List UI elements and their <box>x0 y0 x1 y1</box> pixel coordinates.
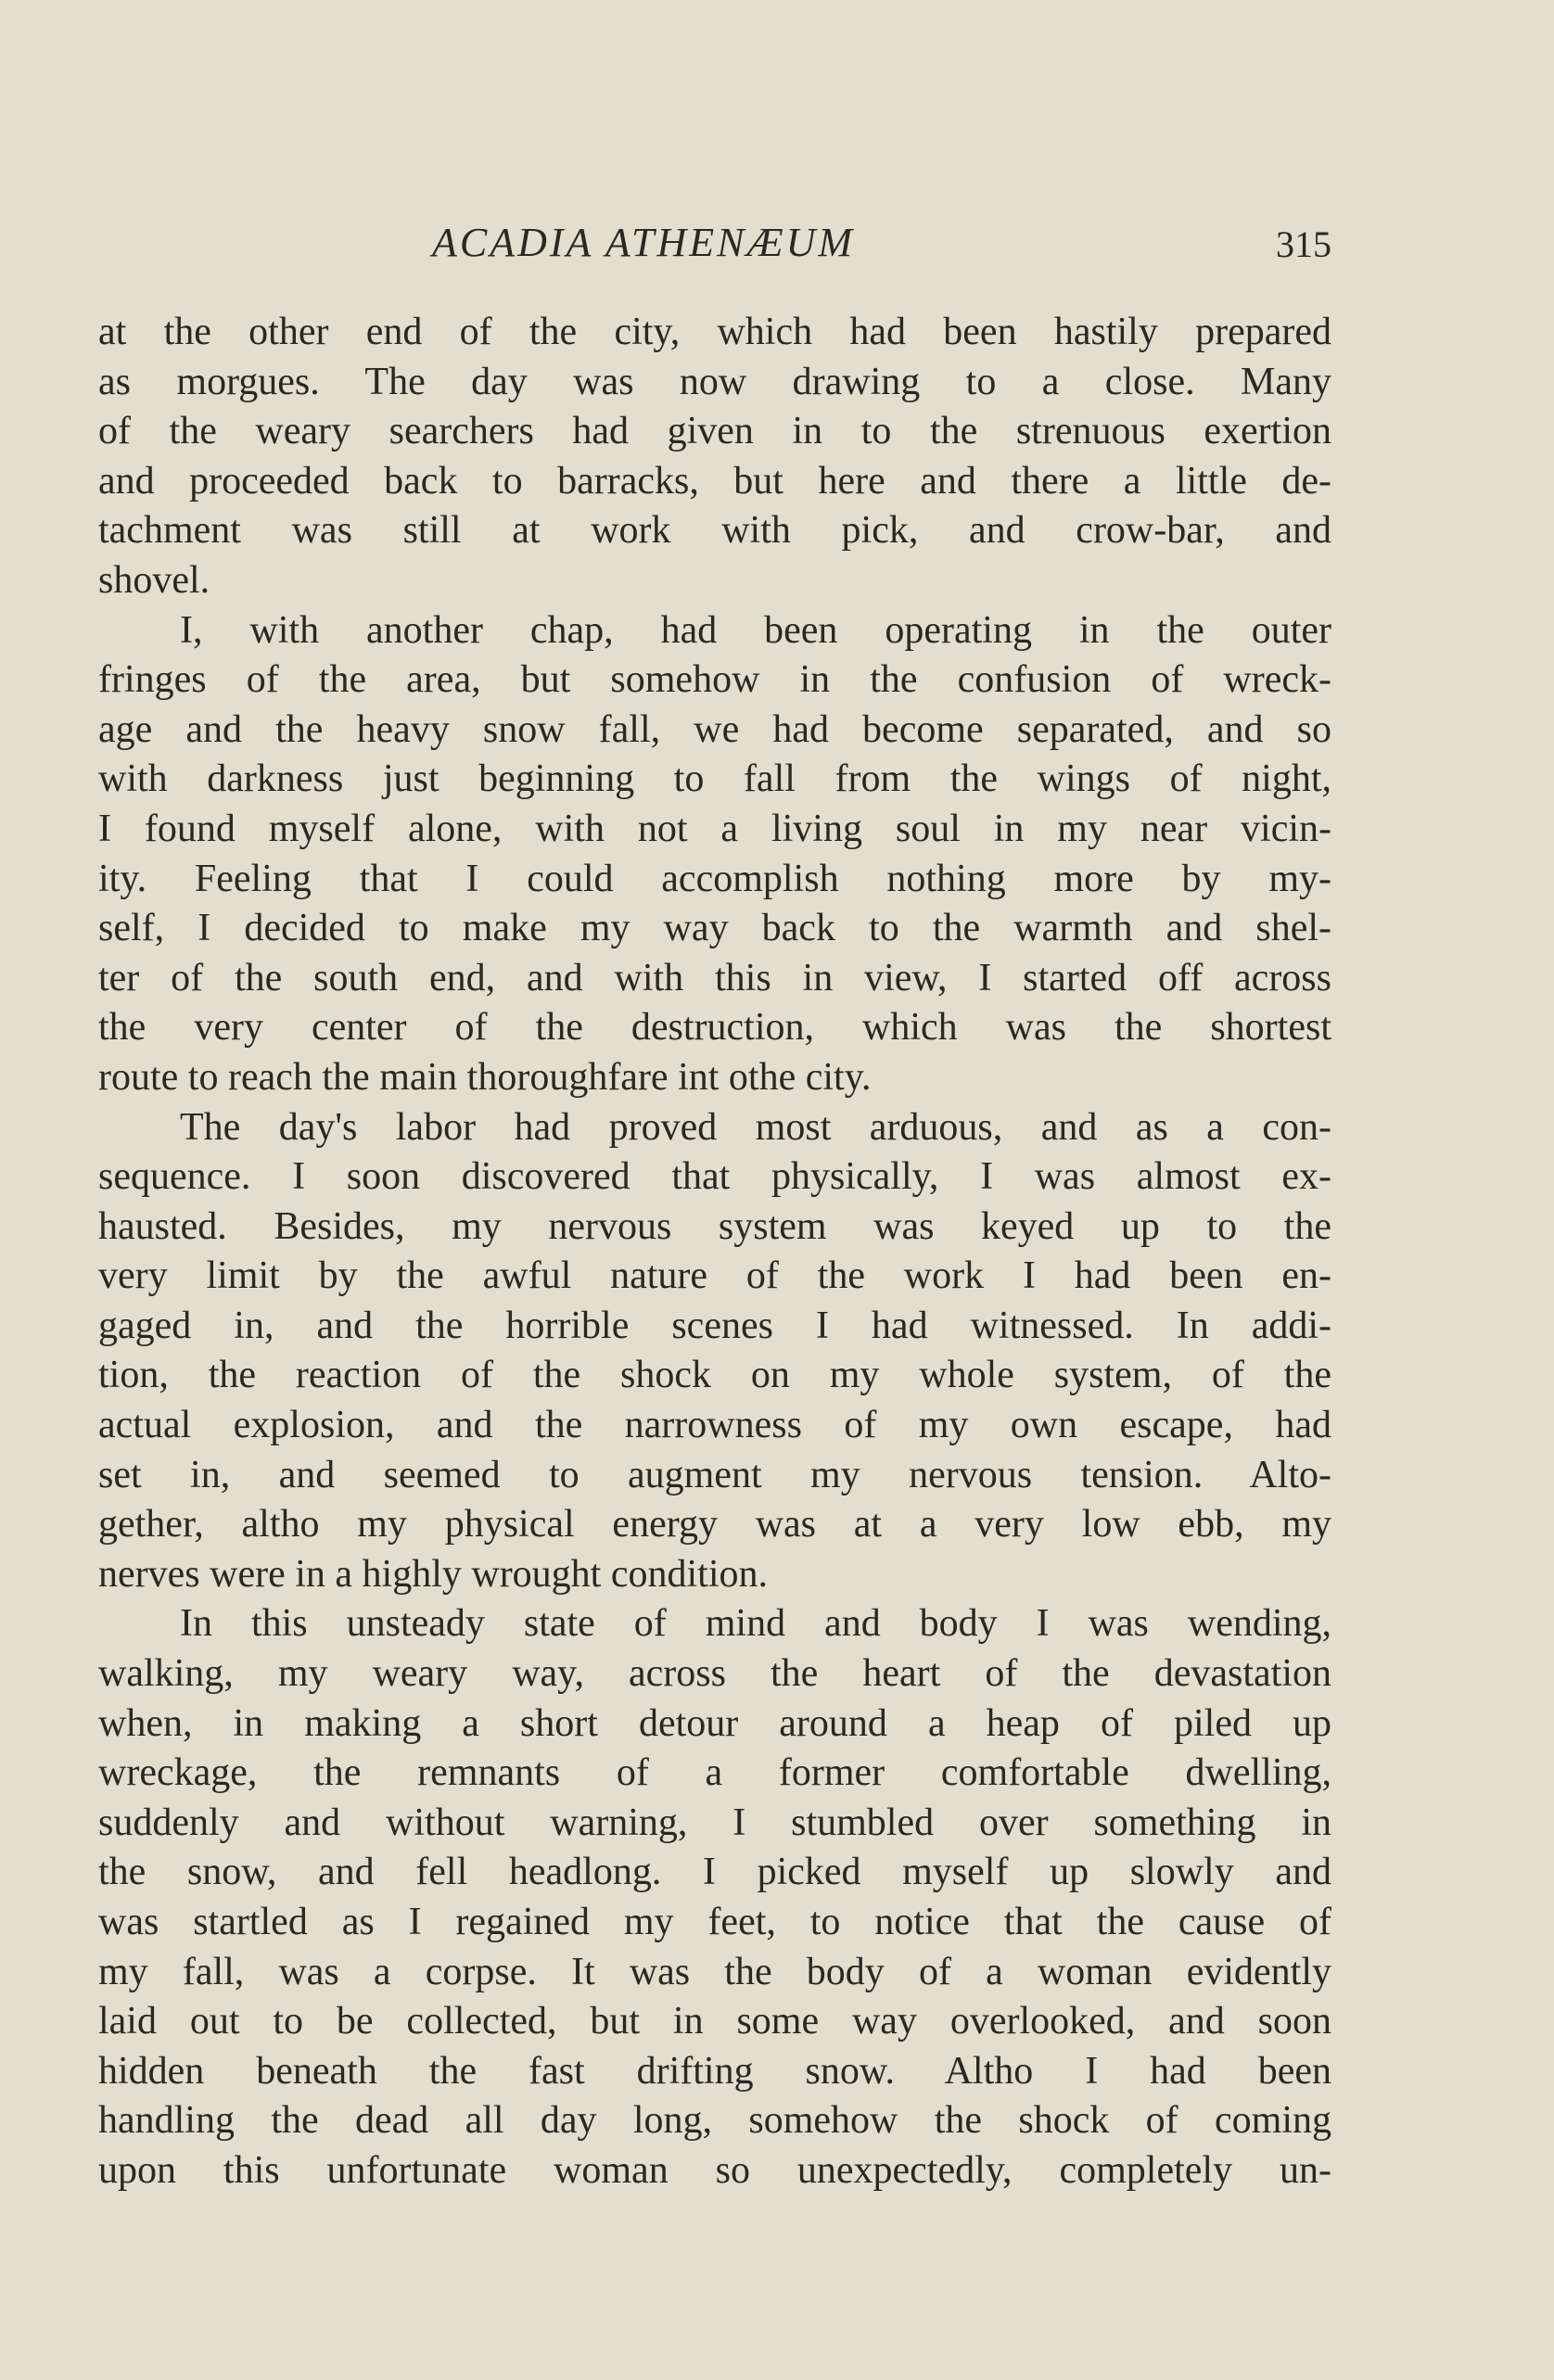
text-line: as morgues. The day was now drawing to a close. Many <box>98 360 1331 403</box>
text-line: laid out to be collected, but in some way overlooked, and soon <box>98 2000 1331 2043</box>
text-line: The day's labor had proved most arduous, and as a con- <box>180 1105 1331 1149</box>
text-line: the very center of the destruction, which was the shortest <box>98 1006 1331 1050</box>
text-line: actual explosion, and the narrowness of my own escape, had <box>98 1404 1331 1447</box>
text-line: ity. Feeling that I could accomplish nothing more by my- <box>98 857 1331 900</box>
text-line: hidden beneath the fast drifting snow. Altho I had been <box>98 2049 1331 2093</box>
text-line: suddenly and without warning, I stumbled over something in <box>98 1801 1331 1844</box>
text-line: upon this unfortunate woman so unexpectedly, completely un- <box>98 2148 1331 2192</box>
text-line: handling the dead all day long, somehow the shock of coming <box>98 2099 1331 2143</box>
text-line: tachment was still at work with pick, and crow-bar, and <box>98 509 1331 553</box>
page-number: 315 <box>1276 223 1331 265</box>
text-line: with darkness just beginning to fall from the wings of night, <box>98 757 1331 801</box>
text-line: sequence. I soon discovered that physically, I was almost ex- <box>98 1155 1331 1199</box>
text-line: wreckage, the remnants of a former comfortable dwelling, <box>98 1751 1331 1795</box>
text-line: gether, altho my physical energy was at a very low ebb, my <box>98 1503 1331 1546</box>
text-line: self, I decided to make my way back to the warmth and shel- <box>98 907 1331 950</box>
running-title: ACADIA ATHENÆUM <box>432 220 856 265</box>
text-line: nerves were in a highly wrought condition. <box>98 1552 768 1596</box>
text-line: the snow, and fell headlong. I picked myself up slowly and <box>98 1851 1331 1894</box>
body-text <box>98 308 1331 2196</box>
text-line: very limit by the awful nature of the work I had been en- <box>98 1254 1331 1298</box>
text-line: route to reach the main thoroughfare int othe city. <box>98 1055 872 1099</box>
text-line: when, in making a short detour around a heap of piled up <box>98 1701 1331 1745</box>
page-header <box>98 219 1331 274</box>
text-line: tion, the reaction of the shock on my whole system, of the <box>98 1354 1331 1397</box>
text-line: at the other end of the city, which had been hastily prepared <box>98 311 1331 353</box>
text-line: of the weary searchers had given in to the strenuous exertion <box>98 410 1331 453</box>
text-line: gaged in, and the horrible scenes I had witnessed. In addi- <box>98 1304 1331 1347</box>
text-line: I, with another chap, had been operating in the outer <box>180 608 1331 652</box>
text-line: fringes of the area, but somehow in the confusion of wreck- <box>98 658 1331 702</box>
text-line: I found myself alone, with not a living soul in my near vicin- <box>98 807 1331 850</box>
text-line: age and the heavy snow fall, we had become separated, and so <box>98 707 1331 751</box>
text-line: hausted. Besides, my nervous system was keyed up to the <box>98 1204 1331 1248</box>
text-line: set in, and seemed to augment my nervous tension. Alto- <box>98 1453 1331 1496</box>
text-line: was startled as I regained my feet, to notice that the cause of <box>98 1901 1331 1943</box>
text-line: and proceeded back to barracks, but here and there a little de- <box>98 459 1331 503</box>
text-line: walking, my weary way, across the heart of the devastation <box>98 1652 1331 1696</box>
text-line: my fall, was a corpse. It was the body of a woman evidently <box>98 1950 1331 1993</box>
text-line: ter of the south end, and with this in view, I started off across <box>98 956 1331 999</box>
text-line: In this unsteady state of mind and body I was wending, <box>180 1602 1331 1646</box>
text-line: shovel. <box>98 558 210 602</box>
